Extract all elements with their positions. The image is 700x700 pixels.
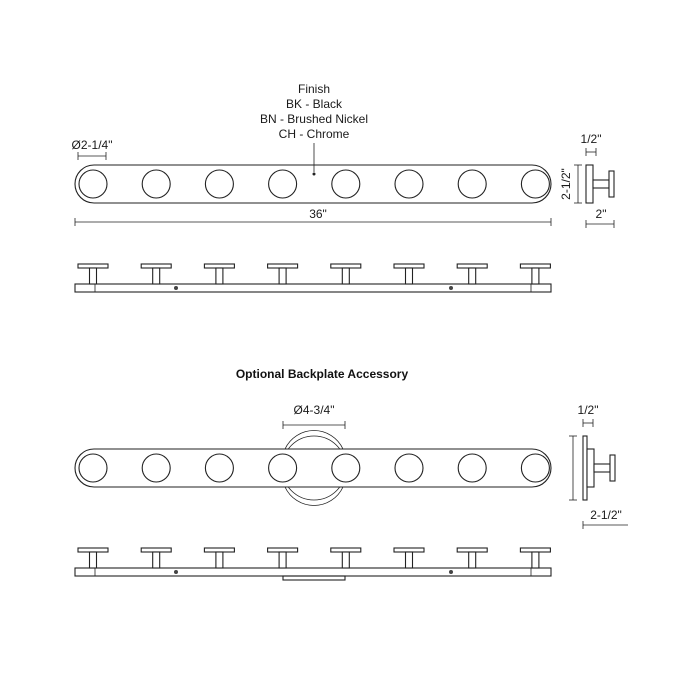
side-cap xyxy=(609,171,614,197)
projection-label: 2" xyxy=(595,207,607,221)
finish-option-chrome: CH - Chrome xyxy=(278,127,350,141)
hook-knob xyxy=(205,170,233,198)
side-post xyxy=(594,464,610,472)
peg-stem xyxy=(153,268,160,284)
front-view-top xyxy=(72,138,551,226)
peg-cap xyxy=(268,264,298,268)
peg-cap xyxy=(394,264,424,268)
hook-knob xyxy=(521,170,549,198)
peg-stem xyxy=(532,552,539,568)
height-label: 2-1/2" xyxy=(559,168,573,200)
bottom-view-top xyxy=(75,264,551,292)
peg-stem xyxy=(90,268,97,284)
front-view-bottom xyxy=(75,403,551,505)
accessory-title: Optional Backplate Accessory xyxy=(235,367,409,381)
peg-stem xyxy=(469,552,476,568)
hook-knob xyxy=(142,454,170,482)
peg-cap xyxy=(141,264,171,268)
hook-knob xyxy=(458,454,486,482)
peg-cap xyxy=(331,548,361,552)
hook-knob xyxy=(79,454,107,482)
peg-stem xyxy=(342,552,349,568)
hook-knob xyxy=(395,454,423,482)
finish-leader-dot xyxy=(313,173,316,176)
hook-knob xyxy=(521,454,549,482)
peg-cap xyxy=(394,548,424,552)
peg-stem xyxy=(532,268,539,284)
peg-stem xyxy=(216,268,223,284)
peg-cap xyxy=(520,548,550,552)
peg-stem xyxy=(279,268,286,284)
hook-knob xyxy=(269,454,297,482)
side-view-bottom xyxy=(569,403,628,529)
side-post xyxy=(593,180,609,188)
side-view-top xyxy=(559,132,614,228)
peg-cap xyxy=(268,548,298,552)
hook-knob xyxy=(205,454,233,482)
rail-edge xyxy=(75,284,551,292)
rail-edge xyxy=(75,568,551,576)
finish-note xyxy=(260,82,368,176)
peg-stem xyxy=(153,552,160,568)
mount-screw xyxy=(449,570,453,574)
mount-screw xyxy=(174,286,178,290)
peg-cap xyxy=(204,548,234,552)
peg-stem xyxy=(90,552,97,568)
peg-row-top xyxy=(78,264,550,284)
peg-cap xyxy=(141,548,171,552)
side-plate xyxy=(586,165,593,203)
peg-cap xyxy=(331,264,361,268)
bottom-view-bottom xyxy=(75,548,551,580)
peg-cap xyxy=(78,548,108,552)
peg-row-bottom xyxy=(78,548,550,568)
backplate-depth-label: 1/2" xyxy=(577,403,599,417)
peg-stem xyxy=(342,268,349,284)
peg-cap xyxy=(457,264,487,268)
peg-stem xyxy=(406,552,413,568)
hook-knob xyxy=(332,170,360,198)
finish-heading: Finish xyxy=(297,82,331,96)
peg-cap xyxy=(520,264,550,268)
peg-stem xyxy=(216,552,223,568)
plate-depth-label: 1/2" xyxy=(580,132,602,146)
mount-screw xyxy=(449,286,453,290)
hook-knob xyxy=(458,170,486,198)
side-plate xyxy=(587,449,594,487)
peg-stem xyxy=(406,268,413,284)
side-backplate xyxy=(583,436,587,500)
side-cap xyxy=(610,455,615,481)
overall-length-label: 36" xyxy=(309,207,327,221)
hook-knob xyxy=(142,170,170,198)
finish-option-brushed-nickel: BN - Brushed Nickel xyxy=(259,112,369,126)
mount-screw xyxy=(174,570,178,574)
peg-stem xyxy=(279,552,286,568)
finish-option-black: BK - Black xyxy=(285,97,343,111)
peg-cap xyxy=(78,264,108,268)
peg-cap xyxy=(204,264,234,268)
peg-cap xyxy=(457,548,487,552)
hook-knob xyxy=(79,170,107,198)
hook-diameter-label: Ø2-1/4" xyxy=(71,138,113,152)
backplate-height-label: 2-1/2" xyxy=(590,508,622,522)
peg-stem xyxy=(469,268,476,284)
backplate-diameter-label: Ø4-3/4" xyxy=(293,403,335,417)
hook-knob xyxy=(332,454,360,482)
backplate-edge xyxy=(283,576,345,580)
hook-knob xyxy=(269,170,297,198)
hook-knob xyxy=(395,170,423,198)
